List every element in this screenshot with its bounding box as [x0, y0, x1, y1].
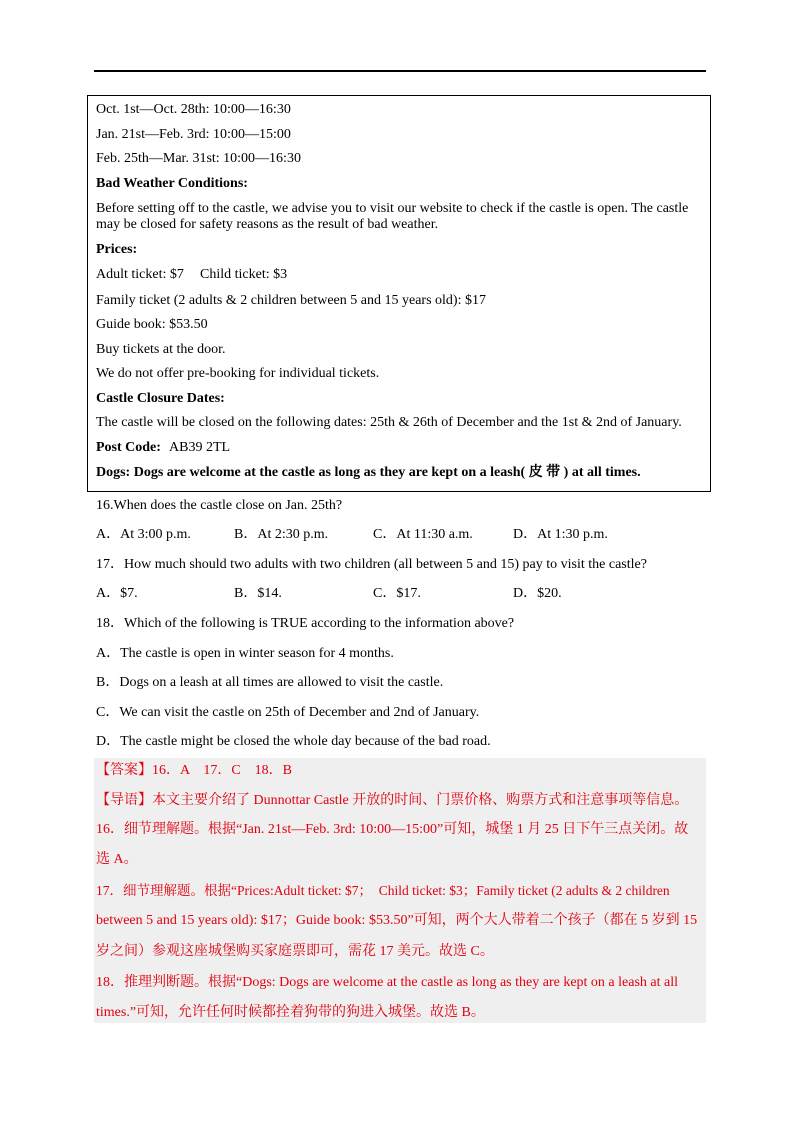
answer-16-line-1: 16．细节理解题。根据“Jan. 21st—Feb. 3rd: 10:00—15:00”可知，城堡 1 月 25 日下午三点关闭。故: [96, 822, 689, 837]
q18-option-c: C．We can visit the castle on 25th of December and 2nd of January.: [96, 705, 480, 720]
dogs-rule: Dogs: Dogs are welcome at the castle as long as they are kept on a leash( 皮 带 ) at all times.: [96, 465, 641, 480]
question-16: 16.When does the castle close on Jan. 25th?: [96, 498, 343, 513]
hours-line-3: Feb. 25th—Mar. 31st: 10:00—16:30: [96, 151, 301, 166]
q18-option-d: D．The castle might be closed the whole day because of the bad road.: [96, 734, 491, 749]
q16-option-c: C．At 11:30 a.m.: [373, 527, 473, 542]
answer-17-line-3: 岁之间）参观这座城堡购买家庭票即可，需花 17 美元。故选 C。: [96, 944, 494, 959]
q18-option-a: A．The castle is open in winter season for 4 months.: [96, 646, 394, 661]
q16-option-d: D．At 1:30 p.m.: [513, 527, 608, 542]
family-ticket: Family ticket (2 adults & 2 children between 5 and 15 years old): $17: [96, 293, 486, 308]
answer-17-line-2: between 5 and 15 years old): $17；Guide book: $53.50”可知，两个大人带着二个孩子（都在 5 岁到 15: [96, 913, 698, 928]
q17-option-d: D．$20.: [513, 586, 562, 601]
header-rule: [94, 70, 706, 72]
weather-text: Before setting off to the castle, we advise you to visit our website to check if the castle is open. The castle may be closed for safety reasons as the result of bad weather.: [96, 201, 689, 232]
answer-16-line-2: 选 A。: [96, 852, 138, 867]
hours-line-2: Jan. 21st—Feb. 3rd: 10:00—15:00: [96, 127, 291, 142]
q17-option-b: B．$14.: [234, 586, 282, 601]
q16-option-b: B．At 2:30 p.m.: [234, 527, 329, 542]
buy-at-door: Buy tickets at the door.: [96, 342, 226, 357]
answer-18-line-2: times.”可知，允许任何时候都拴着狗带的狗进入城堡。故选 B。: [96, 1005, 485, 1020]
guide-book: Guide book: $53.50: [96, 317, 208, 332]
answer-18-line-1: 18．推理判断题。根据“Dogs: Dogs are welcome at the castle as long as they are kept on a leash at all: [96, 975, 679, 990]
answer-17-line-1: 17．细节理解题。根据“Prices:Adult ticket: $7； Child ticket: $3；Family ticket (2 adults & 2 children: [96, 883, 670, 898]
q16-option-a: A．At 3:00 p.m.: [96, 527, 191, 542]
answer-intro: 【导语】本文主要介绍了 Dunnottar Castle 开放的时间、门票价格、购票方式和注意事项等信息。: [96, 793, 689, 808]
closure-text: The castle will be closed on the following dates: 25th & 26th of December and the 1st & 2nd of January.: [96, 415, 682, 430]
answer-key: 【答案】16．A 17．C 18．B: [96, 763, 293, 778]
question-17: 17．How much should two adults with two children (all between 5 and 15) pay to visit the castle?: [96, 557, 647, 572]
post-code-value: AB39 2TL: [169, 440, 231, 455]
closure-heading: Castle Closure Dates:: [96, 391, 225, 406]
weather-heading: Bad Weather Conditions:: [96, 176, 248, 191]
no-prebooking: We do not offer pre-booking for individual tickets.: [96, 366, 380, 381]
q18-option-b: B．Dogs on a leash at all times are allowed to visit the castle.: [96, 675, 444, 690]
prices-heading: Prices:: [96, 242, 138, 257]
child-ticket: Child ticket: $3: [200, 267, 288, 282]
q17-option-c: C．$17.: [373, 586, 421, 601]
post-code-label: Post Code:: [96, 440, 161, 455]
q17-option-a: A．$7.: [96, 586, 138, 601]
hours-line-1: Oct. 1st—Oct. 28th: 10:00—16:30: [96, 102, 291, 117]
adult-ticket: Adult ticket: $7: [96, 267, 184, 282]
question-18: 18．Which of the following is TRUE according to the information above?: [96, 616, 515, 631]
